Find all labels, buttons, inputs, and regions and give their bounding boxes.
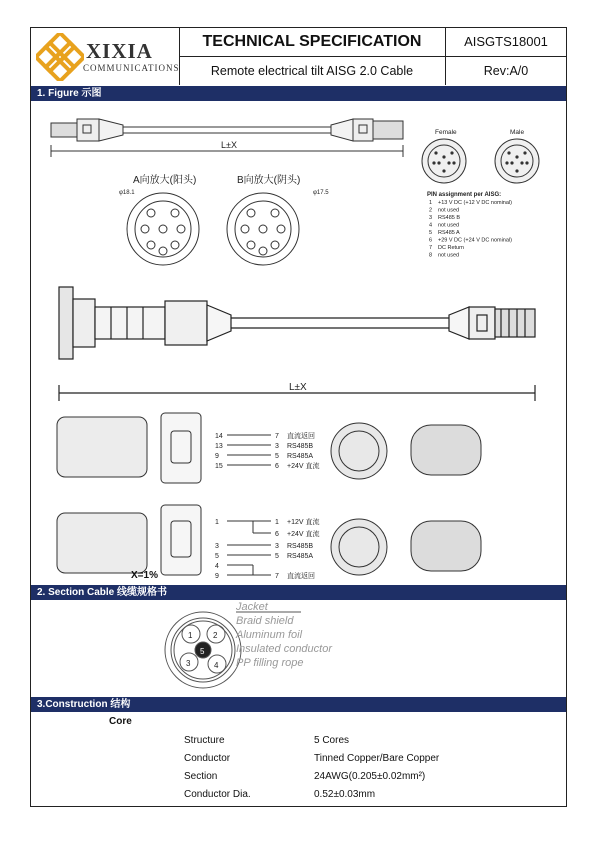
cable-layer-label: Braid shield (236, 615, 294, 627)
construction-group-core: Core (109, 716, 132, 727)
wiring2-signal-label: 直流返回 (287, 573, 315, 580)
pin-assignment-title: PIN assignment per AISG: (427, 192, 502, 198)
view-b-label: B向放大(阴头) (237, 175, 301, 186)
section-header-cable: 2. Section Cable 线缆规格书 (31, 585, 566, 600)
wiring2-left-pin: 5 (215, 553, 219, 560)
wiring-table-2 (215, 517, 320, 580)
core-number: 4 (214, 661, 219, 670)
construction-row-label: Conductor Dia. (184, 789, 251, 800)
core-number: 2 (213, 631, 218, 640)
core-number: 3 (186, 659, 191, 668)
wiring2-signal-label: RS485B (287, 543, 314, 550)
pin-number: 4 (429, 222, 433, 229)
enlarged-connector-views (127, 193, 299, 265)
aisg-pin-faces (422, 139, 539, 183)
cable-drawing-top (51, 119, 403, 157)
construction-row-label: Section (184, 771, 218, 782)
document-title: TECHNICAL SPECIFICATION (179, 28, 446, 57)
wiring2-signal-label: RS485A (287, 553, 314, 560)
document-number: AISGTS18001 (446, 28, 566, 57)
view-a-label: A向放大(阳头) (133, 175, 197, 186)
company-logo (31, 28, 180, 85)
pin-number: 2 (429, 207, 433, 214)
construction-row-value: Tinned Copper/Bare Copper (314, 753, 440, 764)
construction-row-label: Conductor (184, 753, 231, 764)
cable-layer-label: PP filling rope (236, 657, 304, 669)
spec-sheet (30, 27, 567, 807)
document-header (31, 28, 566, 87)
wiring-table-1 (215, 431, 320, 470)
female-label: Female (435, 129, 457, 136)
wiring2-right-pin: 3 (275, 543, 279, 550)
section-header-construction: 3.Construction 结构 (31, 697, 566, 712)
figure-drawings (31, 101, 566, 581)
wiring1-right-pin: 5 (275, 453, 279, 460)
pin-number: 1 (429, 200, 433, 206)
brand-name: XIXIA (86, 39, 153, 63)
pin-description: not used (438, 207, 460, 214)
document-subtitle: Remote electrical tilt AISG 2.0 Cable (179, 57, 446, 85)
construction-row-value: 24AWG(0.205±0.02mm²) (314, 771, 426, 782)
cable-layer-label: Aluminum foil (236, 629, 303, 641)
male-label: Male (510, 129, 525, 136)
pin-description: RS485 A (438, 230, 460, 236)
wiring1-left-pin: 15 (215, 463, 223, 470)
core-number: 5 (200, 647, 205, 656)
wiring2-signal-label: +12V 直流 (287, 519, 320, 526)
core-numbers (186, 631, 219, 670)
pin-description: not used (438, 222, 460, 229)
wiring1-right-pin: 3 (275, 443, 279, 450)
wiring2-left-pin: 4 (215, 563, 219, 570)
wiring1-right-pin: 6 (275, 463, 279, 470)
wiring1-signal-label: +24V 直流 (287, 463, 320, 470)
length-label-middle: L±X (289, 382, 307, 393)
wiring2-right-pin: 6 (275, 531, 279, 538)
pin-description: DC Return (438, 245, 464, 251)
wiring1-signal-label: 直流返回 (287, 433, 315, 440)
length-label-top: L±X (221, 140, 237, 150)
wiring2-right-pin: 7 (275, 573, 279, 580)
construction-row-label: Structure (184, 735, 225, 746)
logo-emblem-icon (36, 33, 84, 81)
brand-subtitle: COMMUNICATIONS (83, 63, 180, 73)
wiring1-left-pin: 13 (215, 443, 223, 450)
pin-description: RS485 B (438, 215, 461, 221)
cable-cross-section (31, 600, 566, 710)
pin-number: 3 (429, 215, 433, 221)
pin-number: 7 (429, 245, 433, 251)
db9-connector-drawing (57, 505, 481, 575)
tolerance-note: X=1% (131, 570, 158, 581)
pin-number: 6 (429, 237, 433, 244)
pin-description: +29 V DC (+24 V DC nominal) (438, 237, 512, 244)
pin-assignment-list (429, 200, 512, 259)
wiring2-right-pin: 5 (275, 553, 279, 560)
wiring1-left-pin: 9 (215, 453, 219, 460)
wiring2-right-pin: 1 (275, 519, 279, 526)
wiring2-left-pin: 3 (215, 543, 219, 550)
wiring2-left-pin: 9 (215, 573, 219, 580)
wiring1-signal-label: RS485B (287, 443, 314, 450)
wiring2-left-pin: 1 (215, 519, 219, 526)
pin-description: +13 V DC (+12 V DC nominal) (438, 200, 512, 206)
core-number: 1 (188, 631, 193, 640)
wiring2-signal-label: +24V 直流 (287, 531, 320, 538)
cable-layer-label: Jacket (236, 601, 268, 613)
wiring1-right-pin: 7 (275, 433, 279, 440)
pin-number: 8 (429, 252, 433, 259)
construction-row-value: 5 Cores (314, 735, 350, 746)
cable-layer-labels (235, 601, 333, 669)
construction-row-value: 0.52±0.03mm (314, 789, 376, 800)
cable-layer-label: Insulated conductor (236, 643, 333, 655)
pin-number: 5 (429, 230, 433, 236)
pin-description: not used (438, 252, 460, 259)
revision: Rev:A/0 (483, 64, 529, 78)
wiring1-signal-label: RS485A (287, 453, 314, 460)
section-header-figure: 1. Figure 示图 (31, 86, 566, 101)
wiring1-left-pin: 14 (215, 433, 223, 440)
view-a-diameter: φ18.1 (119, 190, 135, 196)
view-b-diameter: φ17.5 (313, 190, 329, 196)
db15-connector-drawing (57, 413, 481, 483)
